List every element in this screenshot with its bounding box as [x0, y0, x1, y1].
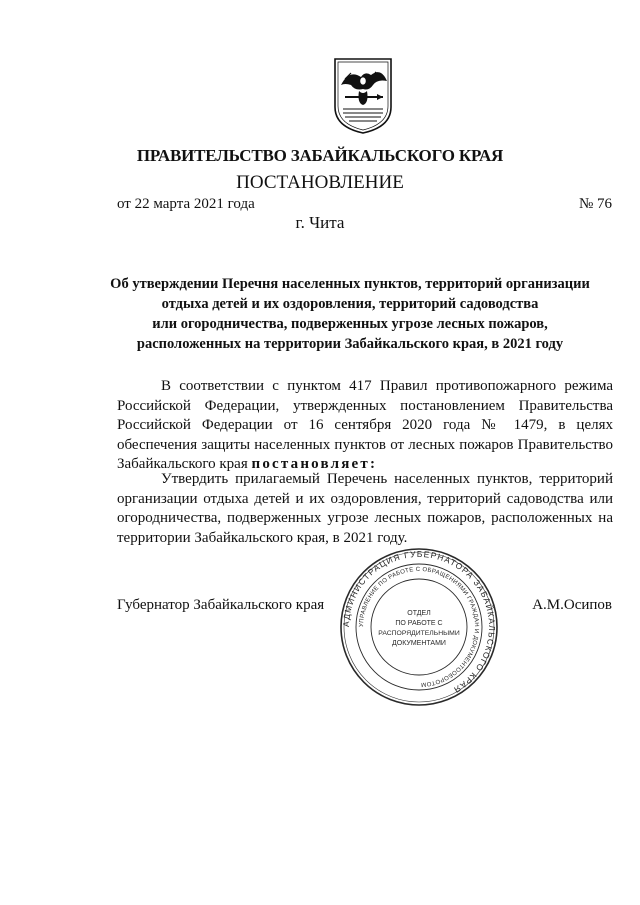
- stamp-inner-text: УПРАВЛЕНИЕ ПО РАБОТЕ С ОБРАЩЕНИЯМИ ГРАЖДАН И ДОКУМЕНТООБОРОТОМ: [358, 566, 480, 688]
- body-paragraph-2: [117, 470, 613, 548]
- stamp-outer-text: АДМИНИСТРАЦИЯ ГУБЕРНАТОРА ЗАБАЙКАЛЬСКОГО КРАЯ: [340, 548, 498, 696]
- decree-keyword: постановляет:: [251, 456, 378, 473]
- paragraph-text: Утвердить прилагаемый Перечень населенных пунктов, территорий организации отдыха детей и их оздоровления, территорий садоводства или огородничества, подверженных угрозе лесных пожаров, расположенных на территории Забайкальского края, в 2021 году.: [117, 471, 613, 546]
- stamp-center-line: ПО РАБОТЕ С: [395, 620, 443, 627]
- organization-title: ПРАВИТЕЛЬСТВО ЗАБАЙКАЛЬСКОГО КРАЯ: [136, 146, 504, 165]
- stamp-center-line: РАСПОРЯДИТЕЛЬНЫМИ: [378, 630, 460, 637]
- document-type: ПОСТАНОВЛЕНИЕ: [236, 172, 404, 193]
- zabaikalsky-coat-of-arms-icon: [331, 55, 395, 135]
- subject-line: расположенных на территории Забайкальского края, в 2021 году: [136, 336, 564, 352]
- document-number: № 76: [578, 196, 612, 212]
- subject-line: Об утверждении Перечня населенных пунктов, территорий организации: [110, 276, 590, 292]
- signatory-name: А.М.Осипов: [532, 597, 612, 613]
- paragraph-text: В соответствии с пунктом 417 Правил противопожарного режима Российской Федерации, утвержденных постановлением Правительства Российской Федерации от 16 сентября 2020 года № 1479, в целях обеспечения защиты населенных пунктов от лесных пожаров Правительство Забайкальского края: [117, 378, 613, 473]
- stamp-center-line: ОТДЕЛ: [407, 610, 431, 617]
- stamp-center-line: ДОКУМЕНТАМИ: [392, 640, 446, 647]
- subject-line: или огородничества, подверженных угрозе лесных пожаров,: [152, 316, 548, 332]
- body-paragraph-1: [117, 377, 613, 475]
- document-city: г. Чита: [295, 213, 345, 232]
- document-date: от 22 марта 2021 года: [117, 196, 255, 212]
- official-stamp: [339, 547, 499, 707]
- signatory-title: Губернатор Забайкальского края: [117, 597, 325, 613]
- subject-line: отдыха детей и их оздоровления, территорий садоводства: [161, 296, 539, 312]
- document-subject: [110, 274, 590, 354]
